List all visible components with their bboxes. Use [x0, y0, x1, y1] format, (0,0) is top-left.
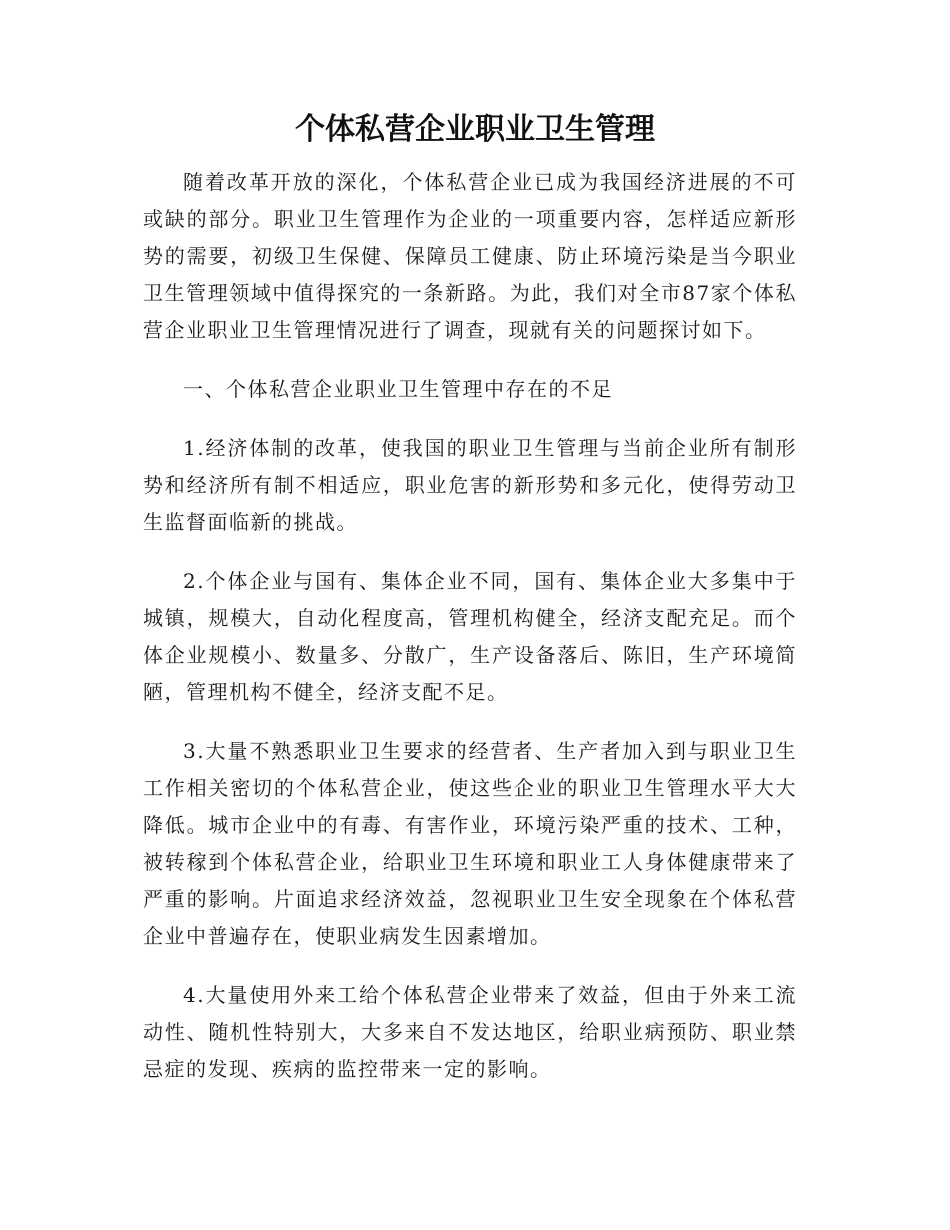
section-heading: 一、个体私营企业职业卫生管理中存在的不足 — [183, 377, 613, 401]
list-item-4: 4.大量使用外来工给个体私营企业带来了效益，但由于外来工流动性、随机性特别大，大多来自不发达地区，给职业病预防、职业禁忌症的发现、疾病的监控带来一定的影响。 — [143, 983, 797, 1081]
list-item-3: 3.大量不熟悉职业卫生要求的经营者、生产者加入到与职业卫生工作相关密切的个体私营企业，使这些企业的职业卫生管理水平大大降低。城市企业中的有毒、有害作业，环境污染严重的技术、工种，被转稼到个体私营企业，给职业卫生环境和职业工人身体健康带来了严重的影响。片面追求经济效益，忽视职业卫生安全现象在个体私营企业中普遍存在，使职业病发生因素增加。 — [143, 739, 797, 948]
document-title: 个体私营企业职业卫生管理 — [295, 112, 655, 147]
document-body — [143, 164, 797, 1110]
intro-paragraph: 随着改革开放的深化，个体私营企业已成为我国经济进展的不可或缺的部分。职业卫生管理作为企业的一项重要内容，怎样适应新形势的需要，初级卫生保健、保障员工健康、防止环境污染是当今职业卫生管理领域中值得探究的一条新路。为此，我们对全市87家个体私营企业职业卫生管理情况进行了调查，现就有关的问题探讨如下。 — [143, 170, 797, 342]
list-item-2: 2.个体企业与国有、集体企业不同，国有、集体企业大多集中于城镇，规模大，自动化程度高，管理机构健全，经济支配充足。而个体企业规模小、数量多、分散广，生产设备落后、陈旧，生产环境简陋，管理机构不健全，经济支配不足。 — [143, 569, 797, 704]
list-item-1: 1.经济体制的改革，使我国的职业卫生管理与当前企业所有制形势和经济所有制不相适应，职业危害的新形势和多元化，使得劳动卫生监督面临新的挑战。 — [143, 436, 797, 534]
